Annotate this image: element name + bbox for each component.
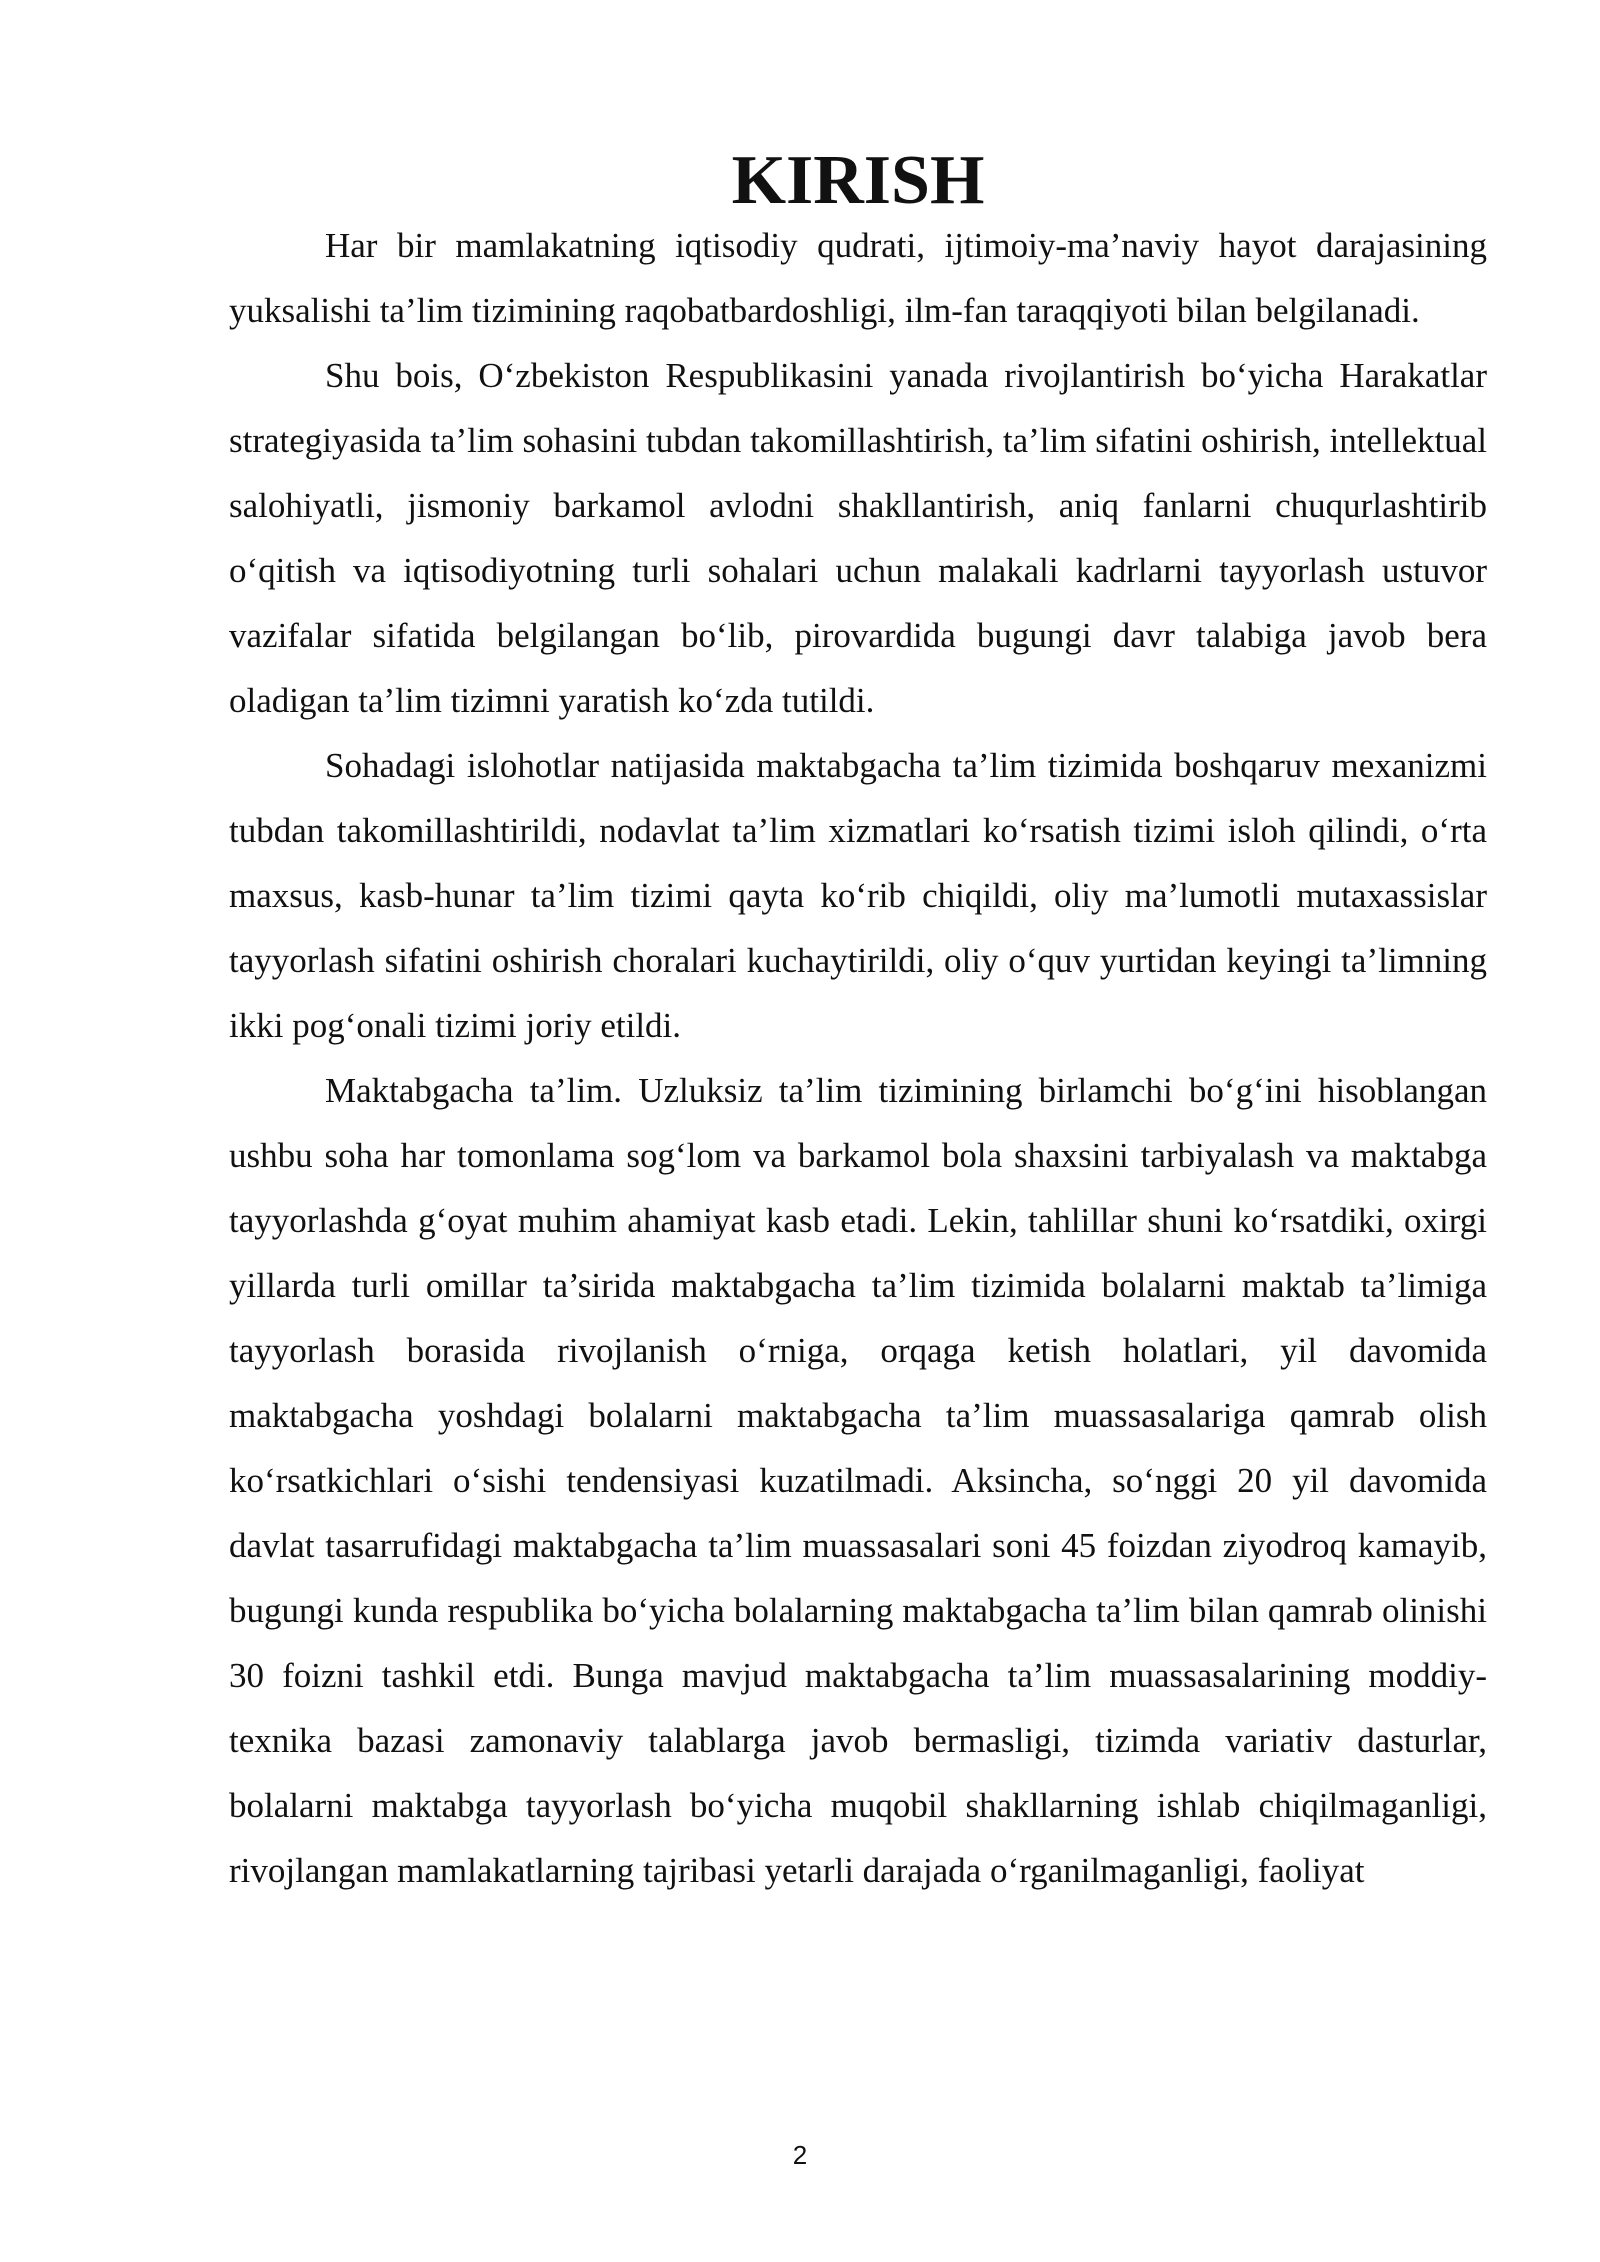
document-body [229, 142, 1487, 1903]
paragraph-intro: Har bir mamlakatning iqtisodiy qudrati, ijtimoiy-ma’naviy hayot darajasining yuksalishi ta’lim tizimining raqobatbardoshligi, ilm-fan taraqqiyoti bilan belgilanadi. [229, 226, 1487, 330]
paragraph-preschool: Maktabgacha ta’lim. Uzluksiz ta’lim tizimining birlamchi bo‘g‘ini hisoblangan ushbu soha har tomonlama sog‘lom va barkamol bola shaxsini tarbiyalash va maktabga tayyorlashda g‘oyat muhim ahamiyat kasb etadi. Lekin, tahlillar shuni ko‘rsatdiki, oxirgi yillarda turli omillar ta’sirida maktabgacha ta’lim tizimida bolalarni maktab ta’limiga tayyorlash borasida rivojlanish o‘rniga, orqaga ketish holatlari, yil davomida maktabgacha yoshdagi bolalarni maktabgacha ta’lim muassasalariga qamrab olish ko‘rsatkichlari o‘sishi tendensiyasi kuzatilmadi. Aksincha, so‘nggi 20 yil davomida davlat tasarrufidagi maktabgacha ta’lim muassasalari soni 45 foizdan ziyodroq kamayib, bugungi kunda respublika bo‘yicha bolalarning maktabgacha ta’lim bilan qamrab olinishi 30 foizni tashkil etdi. Bunga mavjud maktabgacha ta’lim muassasalarining moddiy-texnika bazasi zamonaviy talablarga javob bermasligi, tizimda variativ dasturlar, bolalarni maktabga tayyorlash bo‘yicha muqobil shakllarning ishlab chiqilmaganligi, rivojlangan mamlakatlarning tajribasi yetarli darajada o‘rganilmaganligi, faoliyat [229, 1071, 1487, 1890]
paragraph-strategy: Shu bois, O‘zbekiston Respublikasini yanada rivojlantirish bo‘yicha Harakatlar strategiyasida ta’lim sohasini tubdan takomillashtirish, ta’lim sifatini oshirish, intellektual salohiyatli, jismoniy barkamol avlodni shakllantirish, aniq fanlarni chuqurlashtirib o‘qitish va iqtisodiyotning turli sohalari uchun malakali kadrlarni tayyorlash ustuvor vazifalar sifatida belgilangan bo‘lib, pirovardida bugungi davr talabiga javob bera oladigan ta’lim tizimni yaratish ko‘zda tutildi. [229, 356, 1487, 720]
page-number: 2 [792, 2140, 808, 2170]
paragraph-reforms: Sohadagi islohotlar natijasida maktabgacha ta’lim tizimida boshqaruv mexanizmi tubdan takomillashtirildi, nodavlat ta’lim xizmatlari ko‘rsatish tizimi isloh qilindi, o‘rta maxsus, kasb-hunar ta’lim tizimi qayta ko‘rib chiqildi, oliy ma’lumotli mutaxassislar tayyorlash sifatini oshirish choralari kuchaytirildi, oliy o‘quv yurtidan keyingi ta’limning ikki pog‘onali tizimi joriy etildi. [229, 746, 1487, 1045]
page-title: KIRISH [731, 142, 985, 219]
